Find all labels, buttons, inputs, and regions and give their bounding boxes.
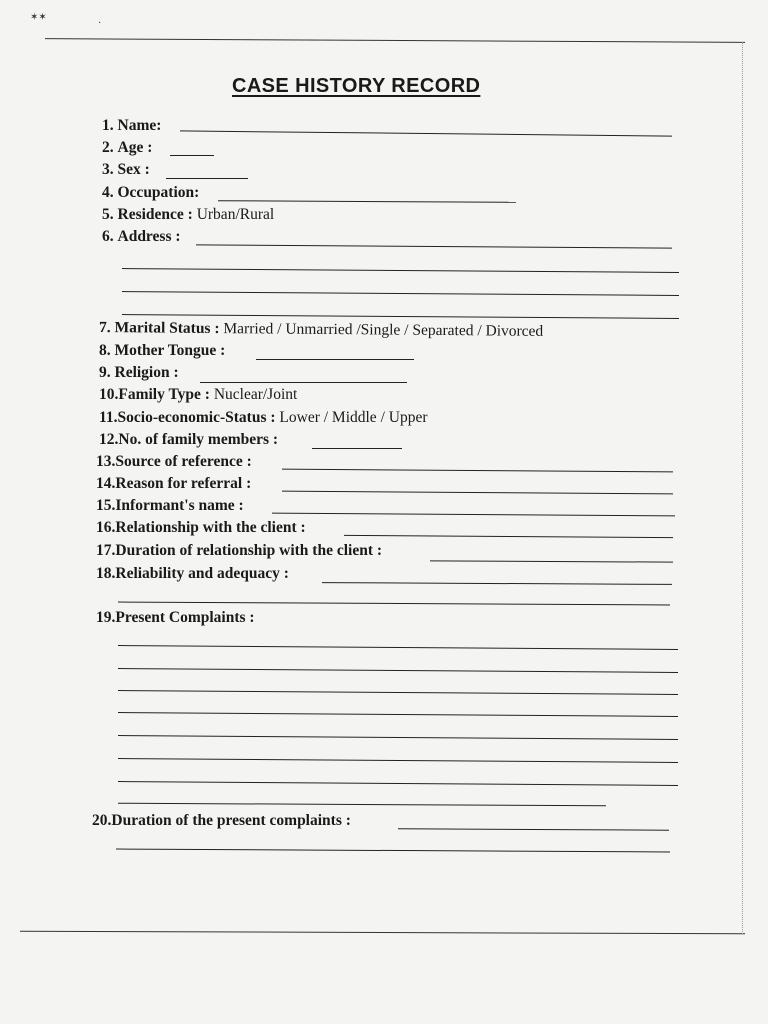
field-number: 7.	[98, 319, 111, 337]
field-label: Religion :	[114, 364, 179, 381]
present-complaints-blank[interactable]	[118, 758, 678, 763]
field-number: 12.	[99, 431, 119, 448]
field-label: No. of family members :	[118, 431, 279, 448]
address-blank[interactable]	[122, 268, 679, 273]
address-blank[interactable]	[122, 291, 679, 296]
field-label: Name:	[117, 117, 162, 134]
field-number: 16.	[96, 519, 116, 536]
reliability-blank[interactable]	[322, 582, 672, 585]
field-label: Source of reference :	[115, 453, 252, 470]
reliability-blank[interactable]	[118, 602, 670, 606]
field-complaints-duration	[92, 811, 351, 831]
present-complaints-blank[interactable]	[118, 645, 678, 650]
field-label: Duration of relationship with the client :	[115, 542, 383, 559]
field-number: 18.	[96, 565, 116, 582]
field-label: Duration of the present complaints :	[111, 812, 351, 829]
field-label: Address :	[117, 228, 181, 245]
field-number: 13.	[96, 453, 116, 470]
field-source-of-reference	[96, 452, 252, 472]
field-label: Mother Tongue :	[114, 342, 226, 359]
present-complaints-blank[interactable]	[118, 690, 678, 695]
field-number: 14.	[96, 475, 116, 492]
field-label: Reliability and adequacy :	[115, 565, 289, 582]
field-address	[102, 227, 181, 247]
marital-status-options[interactable]: Married / Unmarried /Single / Separated / Divorced	[223, 320, 544, 340]
field-number: 17.	[96, 542, 116, 559]
source-of-reference-blank[interactable]	[282, 469, 673, 473]
address-blank[interactable]	[196, 244, 672, 248]
field-family-members	[99, 430, 278, 450]
field-family-type	[99, 385, 297, 405]
complaints-duration-blank[interactable]	[398, 828, 669, 830]
field-reliability	[96, 564, 289, 584]
field-label: Informant's name :	[115, 497, 244, 514]
informant-name-blank[interactable]	[272, 513, 675, 517]
present-complaints-blank[interactable]	[118, 803, 606, 807]
age-blank[interactable]	[170, 155, 214, 156]
field-age	[102, 138, 152, 158]
field-number: 9.	[99, 364, 111, 381]
field-number: 10.	[99, 386, 119, 403]
field-number: 1.	[102, 117, 114, 134]
family-members-blank[interactable]	[312, 448, 402, 449]
field-name	[102, 116, 161, 136]
field-number: 20.	[92, 812, 112, 829]
field-occupation	[102, 183, 199, 203]
field-residence	[102, 205, 274, 225]
right-border-line	[742, 42, 743, 934]
field-sex	[102, 160, 150, 180]
field-reason-for-referral	[96, 474, 251, 494]
occupation-blank[interactable]	[218, 200, 516, 203]
relationship-duration-blank[interactable]	[430, 560, 673, 562]
field-label: Sex :	[117, 161, 150, 178]
top-border-line	[45, 38, 745, 43]
field-number: 2.	[102, 139, 114, 156]
complaints-duration-blank[interactable]	[116, 849, 670, 853]
field-present-complaints	[96, 608, 255, 628]
scan-speck: ✶✶	[30, 12, 47, 23]
field-label: Present Complaints :	[115, 609, 255, 626]
field-religion	[99, 363, 179, 383]
field-label: Family Type :	[118, 386, 210, 403]
field-mother-tongue	[99, 341, 225, 361]
field-number: 15.	[96, 497, 116, 514]
field-number: 11.	[99, 409, 118, 426]
scan-speck: ·	[98, 18, 102, 29]
religion-blank[interactable]	[200, 382, 407, 383]
field-label: Residence :	[117, 206, 193, 223]
field-number: 8.	[99, 342, 111, 359]
present-complaints-blank[interactable]	[118, 668, 678, 673]
field-number: 19.	[96, 609, 116, 626]
field-label: Reason for referral :	[115, 475, 252, 492]
present-complaints-blank[interactable]	[118, 712, 678, 717]
sex-blank[interactable]	[166, 178, 248, 179]
field-number: 4.	[102, 184, 114, 201]
mother-tongue-blank[interactable]	[256, 359, 414, 360]
name-blank[interactable]	[180, 130, 672, 136]
field-label: Occupation:	[117, 184, 200, 201]
field-number: 3.	[102, 161, 114, 178]
relationship-blank[interactable]	[344, 535, 673, 538]
residence-options[interactable]: Urban/Rural	[196, 206, 275, 223]
field-number: 6.	[102, 228, 114, 245]
present-complaints-blank[interactable]	[118, 735, 678, 740]
field-marital-status	[99, 318, 543, 342]
field-label: Age :	[117, 139, 153, 156]
field-number: 5.	[102, 206, 114, 223]
reason-for-referral-blank[interactable]	[282, 491, 673, 495]
present-complaints-blank[interactable]	[118, 781, 678, 786]
field-relationship-duration	[96, 541, 382, 561]
field-label: Socio-economic-Status :	[117, 409, 276, 426]
field-relationship	[96, 518, 306, 538]
field-label: Relationship with the client :	[115, 519, 306, 536]
field-informant-name	[96, 496, 244, 516]
form-title: CASE HISTORY RECORD	[232, 75, 481, 97]
field-socio-economic-status	[99, 408, 427, 428]
field-label: Marital Status :	[114, 319, 220, 338]
family-type-options[interactable]: Nuclear/Joint	[213, 386, 298, 403]
bottom-border-line	[20, 931, 745, 935]
socio-economic-options[interactable]: Lower / Middle / Upper	[279, 409, 428, 426]
